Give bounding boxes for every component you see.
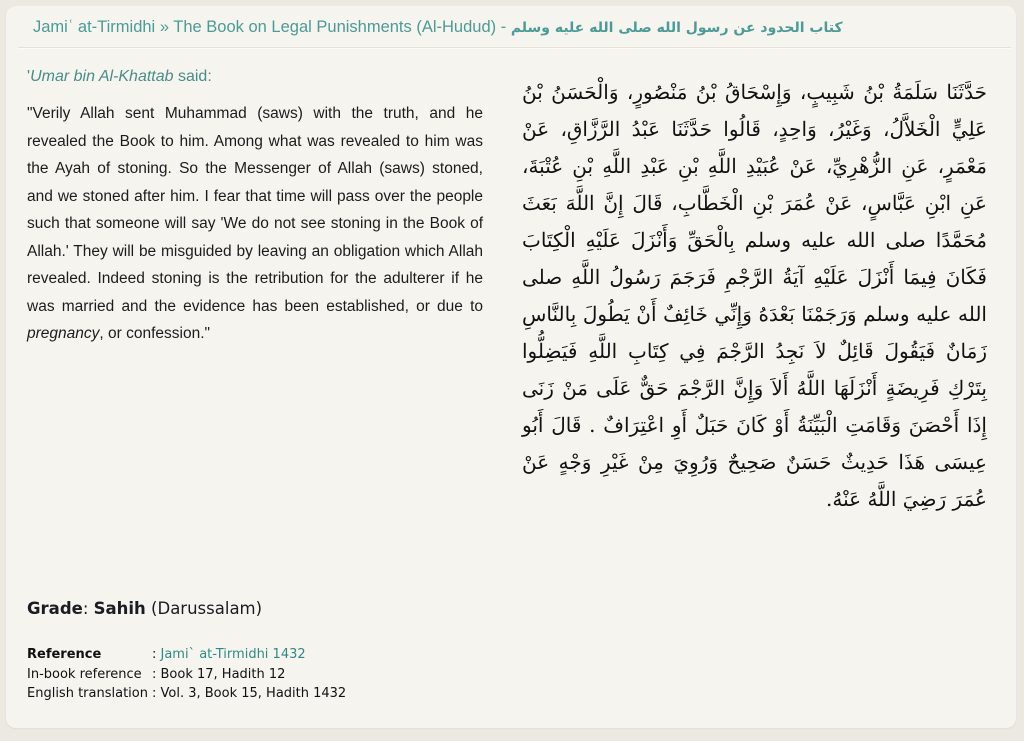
in-book-reference-value: : Book 17, Hadith 12 [151, 666, 286, 682]
english-text-part: "Verily Allah sent Muhammad (saws) with the truth, and he revealed the Book to him. Among what was revealed to him was the Ayah of stoning. So the Messenger of Allah (saws) stoned, and we stoned after him. I fear that time will pass over the people such that someone will say 'We do not see stoning in the Book of Allah.' They will be misguided by leaving an obligation which Allah revealed. Indeed stoning is the retribution for the adulterer if he was married and the evidence has been established, or due to [27, 105, 483, 315]
grade-source: (Darussalam) [145, 599, 263, 618]
grade-line [27, 599, 262, 618]
english-translation-label: English translation [27, 686, 148, 701]
grade-value: Sahih [93, 599, 146, 618]
english-translation-value: : Vol. 3, Book 15, Hadith 1432 [151, 686, 347, 701]
narrator [27, 68, 483, 86]
english-translation-text: Vol. 3, Book 15, Hadith 1432 [160, 686, 347, 701]
english-text-end: , or confession." [99, 325, 211, 342]
reference-label: Reference [27, 647, 102, 662]
grade-colon: : [82, 599, 94, 618]
collection-link[interactable]: Jamiʿ at-Tirmidhi [33, 18, 156, 36]
in-book-reference-row [27, 665, 346, 685]
breadcrumb-separator: » [155, 18, 174, 36]
reference-link[interactable]: Jami` at-Tirmidhi 1432 [160, 647, 306, 662]
grade-label: Grade [27, 599, 83, 618]
arabic-hadith-text: حَدَّثَنَا سَلَمَةُ بْنُ شَبِيبٍ، وَإِسْحَاقُ بْنُ مَنْصُورٍ، وَالْحَسَنُ بْنُ عَلِيٍّ الْخَلاَّلُ، وَغَيْرُ، وَاحِدٍ، قَالُوا حَدَّثَنَا عَبْدُ الرَّزَّاقِ، عَنْ مَعْمَرٍ، عَنِ الزُّهْرِيِّ، عَنْ عُبَيْدِ اللَّهِ بْنِ عَبْدِ اللَّهِ بْنِ عُتْبَةَ، عَنِ ابْنِ عَبَّاسٍ، عَنْ عُمَرَ بْنِ الْخَطَّابِ، قَالَ إِنَّ اللَّهَ بَعَثَ مُحَمَّدًا صلى الله عليه وسلم بِالْحَقِّ وَأَنْزَلَ عَلَيْهِ الْكِتَابَ فَكَانَ فِيمَا أَنْزَلَ عَلَيْهِ آيَةُ الرَّجْمِ فَرَجَمَ رَسُولُ اللَّهِ صلى الله عليه وسلم وَرَجَمْنَا بَعْدَهُ وَإِنِّي خَائِفٌ أَنْ يَطُولَ بِالنَّاسِ زَمَانٌ فَيَقُولَ قَائِلٌ لاَ نَجِدُ الرَّجْمَ فِي كِتَابِ اللَّهِ فَيَضِلُّوا بِتَرْكِ فَرِيضَةٍ أَنْزَلَهَا اللَّهُ أَلاَ وَإِنَّ الرَّجْمَ حَقٌّ عَلَى مَنْ زَنَى إِذَا أَحْصَنَ وَقَامَتِ الْبَيِّنَةُ أَوْ كَانَ حَبَلٌ أَوِ اعْتِرَافٌ . قَالَ أَبُو عِيسَى هَذَا حَدِيثٌ حَسَنٌ صَحِيحٌ وَرُوِيَ مِنْ غَيْرِ وَجْهٍ عَنْ عُمَرَ رَضِيَ اللَّهُ عَنْهُ. [522, 80, 987, 511]
english-text-italic: pregnancy [27, 325, 100, 342]
in-book-reference-text: Book 17, Hadith 12 [160, 666, 286, 682]
book-header [33, 18, 998, 37]
title-dash: - [496, 18, 511, 36]
english-translation-row [27, 684, 346, 704]
book-title-arabic: كتاب الحدود عن رسول الله صلى الله عليه وسلم [510, 20, 843, 36]
in-book-reference-label: In-book reference [27, 666, 142, 682]
english-hadith-text [27, 100, 483, 348]
narrator-name: Umar bin Al-Khattab [30, 68, 174, 85]
narrator-suffix: said: [173, 68, 212, 85]
reference-table [27, 645, 346, 704]
header-divider [18, 47, 1011, 48]
narrator-prefix: ' [27, 68, 31, 85]
english-hadith-container [27, 68, 483, 348]
reference-row [27, 645, 346, 665]
reference-value: : Jami` at-Tirmidhi 1432 [151, 647, 306, 662]
book-title-english[interactable]: The Book on Legal Punishments (Al-Hudud) [173, 18, 497, 36]
